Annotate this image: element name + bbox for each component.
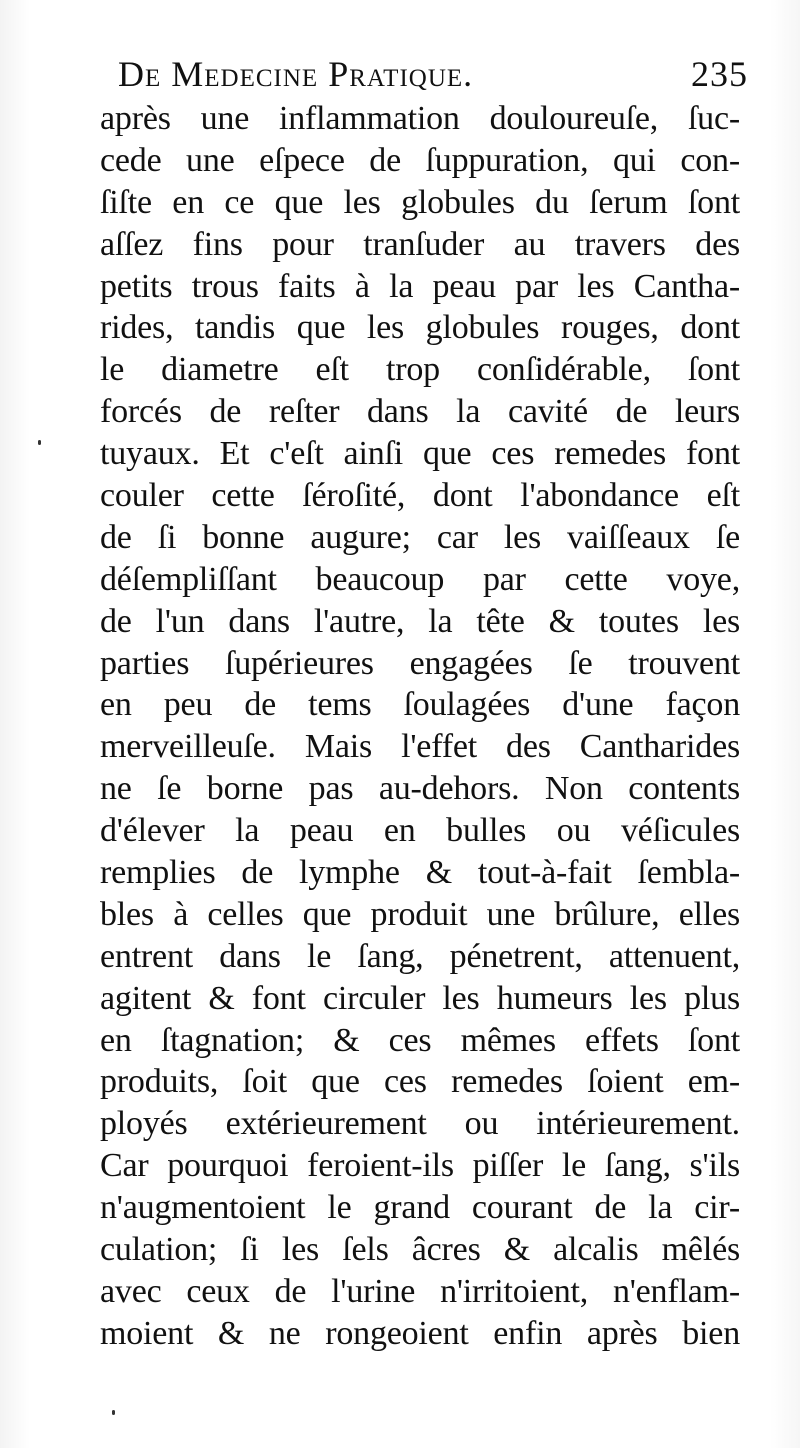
text-line: moient & ne rongeoient enfin après bien: [100, 1314, 740, 1352]
text-line: produits, ſoit que ces remedes ſoient em-: [100, 1063, 740, 1101]
text-line: petits trous faits à la peau par les Cantha-: [100, 267, 740, 305]
ink-speck: [38, 440, 41, 445]
text-line: en ſtagnation; & ces mêmes effets ſont: [100, 1021, 740, 1059]
text-line: après une inflammation douloureuſe, ſuc-: [100, 100, 740, 137]
text-line: déſempliſſant beaucoup par cette voye,: [100, 560, 740, 598]
text-line: Car pourquoi feroient-ils piſſer le ſang, s'ils: [100, 1147, 740, 1185]
text-line: culation; ſi les ſels âcres & alcalis mêlés: [100, 1231, 740, 1269]
text-line: rides, tandis que les globules rouges, dont: [100, 309, 740, 347]
ink-speck: [112, 1410, 115, 1415]
text-line: n'augmentoient le grand courant de la cir-: [100, 1189, 740, 1227]
text-line: merveilleuſe. Mais l'effet des Cantharides: [100, 728, 740, 766]
text-line: aſſez fins pour tranſuder au travers des: [100, 225, 740, 263]
running-title: De Medecine Pratique.: [118, 54, 474, 94]
text-line: agitent & font circuler les humeurs les plus: [100, 979, 740, 1017]
text-line: tuyaux. Et c'eſt ainſi que ces remedes font: [100, 435, 740, 473]
page-number: 235: [691, 54, 748, 94]
text-line: de ſi bonne augure; car les vaiſſeaux ſe: [100, 518, 740, 556]
text-line: ployés extérieurement ou intérieurement.: [100, 1105, 740, 1143]
body-text: [100, 98, 740, 1355]
text-line: ne ſe borne pas au-dehors. Non contents: [100, 770, 740, 808]
text-line: entrent dans le ſang, pénetrent, attenuent,: [100, 937, 740, 975]
text-line: avec ceux de l'urine n'irritoient, n'enflam-: [100, 1272, 740, 1310]
text-line: de l'un dans l'autre, la tête & toutes les: [100, 602, 740, 640]
text-line: en peu de tems ſoulagées d'une façon: [100, 686, 740, 724]
running-header: [118, 52, 748, 96]
text-line: cede une eſpece de ſuppuration, qui con-: [100, 141, 740, 179]
text-line: le diametre eſt trop conſidérable, ſont: [100, 351, 740, 389]
text-line: bles à celles que produit une brûlure, elles: [100, 895, 740, 933]
text-line: parties ſupérieures engagées ſe trouvent: [100, 644, 740, 682]
text-line: couler cette ſéroſité, dont l'abondance eſt: [100, 477, 740, 515]
text-line: d'élever la peau en bulles ou véſicules: [100, 812, 740, 850]
text-line: ſiſte en ce que les globules du ſerum ſont: [100, 183, 740, 221]
text-line: remplies de lymphe & tout-à-fait ſembla-: [100, 854, 740, 892]
text-line: forcés de reſter dans la cavité de leurs: [100, 393, 740, 431]
